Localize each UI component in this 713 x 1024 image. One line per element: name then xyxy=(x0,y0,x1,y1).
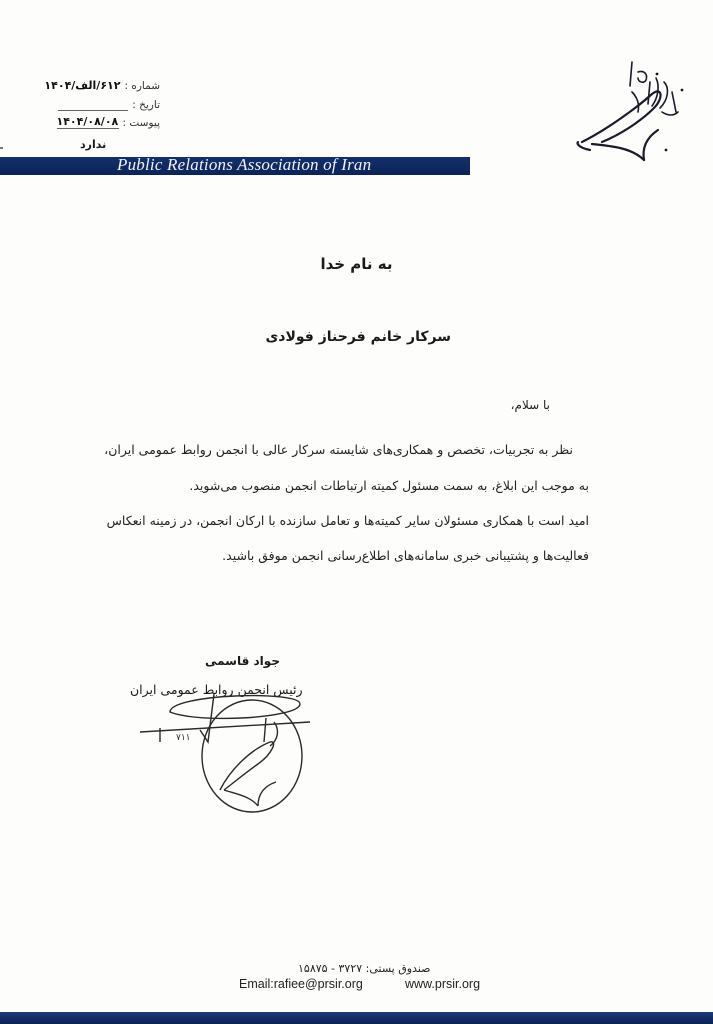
banner-title: Public Relations Association of Iran xyxy=(117,155,372,174)
paragraph-line: به موجب این ابلاغ، به سمت مسئول کمیته ارتباطات انجمن منصوب می‌شوید. xyxy=(189,478,589,493)
paragraph-line: نظر به تجربیات، تخصص و همکاری‌های شایسته سرکار عالی با انجمن روابط عمومی ایران، xyxy=(104,442,573,457)
handwritten-mark: ٧١١ xyxy=(176,733,191,743)
signatory-title: رئیس انجمن روابط عمومی ایران xyxy=(130,682,303,697)
footer-band xyxy=(0,1012,713,1024)
letter-number-value: ۶۱۲/الف/۱۴۰۴ xyxy=(44,79,121,92)
association-logo-icon xyxy=(572,52,692,164)
footer-website[interactable]: www.prsir.org xyxy=(405,977,481,991)
letter-date-label: تاریخ : xyxy=(132,99,160,111)
letter-number-row xyxy=(40,76,160,92)
po-box: صندوق پستی: ۳۷۲۷ - ۱۵۸۷۵ xyxy=(298,962,431,975)
letter-attachment-label: پیوست : xyxy=(122,117,160,129)
signatory-name: جواد قاسمی xyxy=(205,654,280,668)
paragraph-line: فعالیت‌ها و پشتیبانی خبری سامانه‌های اطلاع‌رسانی انجمن موفق باشید. xyxy=(222,548,589,563)
paragraph-line: امید است با همکاری مسئولان سایر کمیته‌ها و تعامل سازنده با ارکان انجمن، در زمینه انعکاس xyxy=(106,513,589,528)
greeting: با سلام، xyxy=(510,398,550,412)
footer-email[interactable]: Email:rafiee@prsir.org xyxy=(239,977,363,991)
letter-number-label: شماره : xyxy=(124,80,160,92)
attachment-note: ندارد xyxy=(80,138,107,151)
letter-attachment-value: ۱۴۰۴/۰۸/۰۸ xyxy=(56,115,119,128)
letter-heading: به نام خدا xyxy=(320,255,393,273)
letter-date-row xyxy=(40,95,160,111)
edge-mark xyxy=(0,147,3,149)
letter-attachment-row xyxy=(40,113,160,129)
recipient: سرکار خانم فرحناز فولادی xyxy=(265,329,451,345)
stamp-and-signature-icon xyxy=(140,690,320,820)
letter-date-value xyxy=(58,110,128,111)
